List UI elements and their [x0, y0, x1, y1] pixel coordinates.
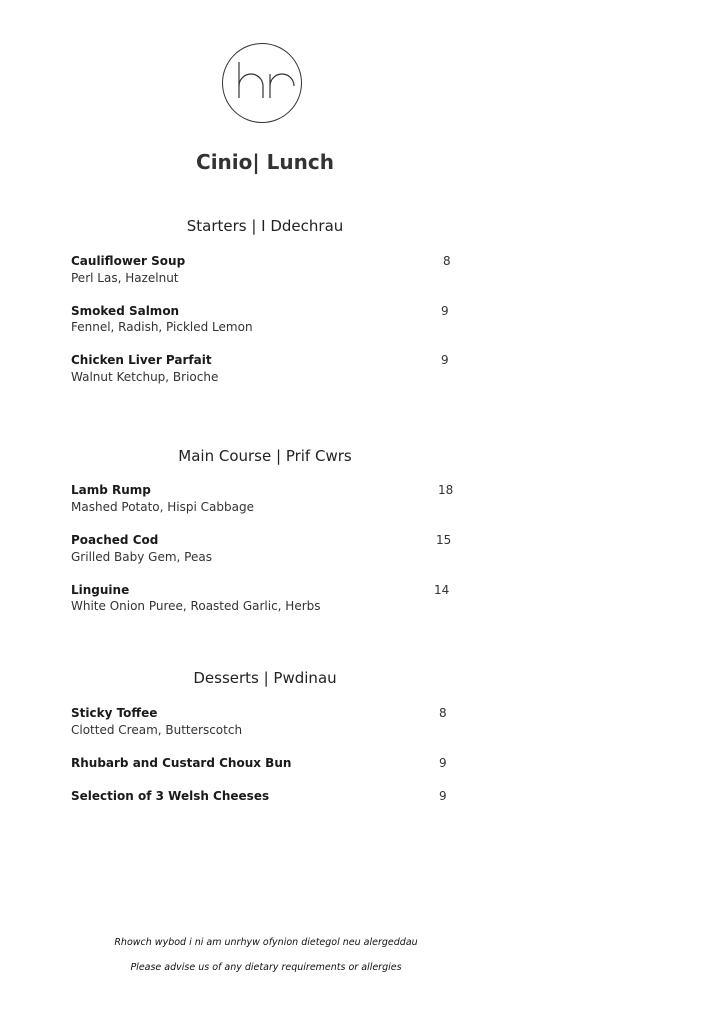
item-name: Cauliflower Soup [71, 254, 186, 268]
item-description: Mashed Potato, Hispi Cabbage [71, 500, 254, 514]
item-description: White Onion Puree, Roasted Garlic, Herbs [71, 599, 321, 613]
item-name: Lamb Rump [71, 483, 151, 497]
item-description: Clotted Cream, Butterscotch [71, 723, 243, 737]
item-price: 9 [439, 789, 447, 803]
item-description: Fennel, Radish, Pickled Lemon [71, 320, 253, 334]
item-description: Perl Las, Hazelnut [71, 271, 179, 285]
item-name: Chicken Liver Parfait [71, 353, 212, 367]
item-price: 15 [436, 533, 452, 547]
logo [222, 43, 302, 123]
item-name: Sticky Toffee [71, 706, 158, 720]
item-name: Smoked Salmon [71, 304, 180, 318]
item-price: 9 [441, 304, 449, 318]
item-name: Poached Cod [71, 533, 159, 547]
item-price: 8 [439, 706, 447, 720]
item-description: Grilled Baby Gem, Peas [71, 550, 212, 564]
item-description: Walnut Ketchup, Brioche [71, 370, 219, 384]
footer-note-english: Please advise us of any dietary requirements or allergies [130, 962, 402, 973]
section-heading-desserts: Desserts | Pwdinau [193, 669, 337, 687]
item-name: Rhubarb and Custard Choux Bun [71, 756, 292, 770]
item-name: Selection of 3 Welsh Cheeses [71, 789, 270, 803]
item-name: Linguine [71, 583, 130, 597]
section-heading-starters: Starters | I Ddechrau [186, 217, 344, 235]
footer-note-welsh: Rhowch wybod i ni am unrhyw ofynion dietegol neu alergeddau [114, 937, 418, 948]
section-heading-main-course: Main Course | Prif Cwrs [178, 447, 352, 465]
item-price: 14 [434, 583, 450, 597]
item-price: 9 [441, 353, 449, 367]
item-price: 8 [443, 254, 451, 268]
item-price: 18 [438, 483, 454, 497]
br-logo-mark [223, 44, 303, 124]
item-price: 9 [439, 756, 447, 770]
page-title: Cinio| Lunch [196, 150, 334, 174]
